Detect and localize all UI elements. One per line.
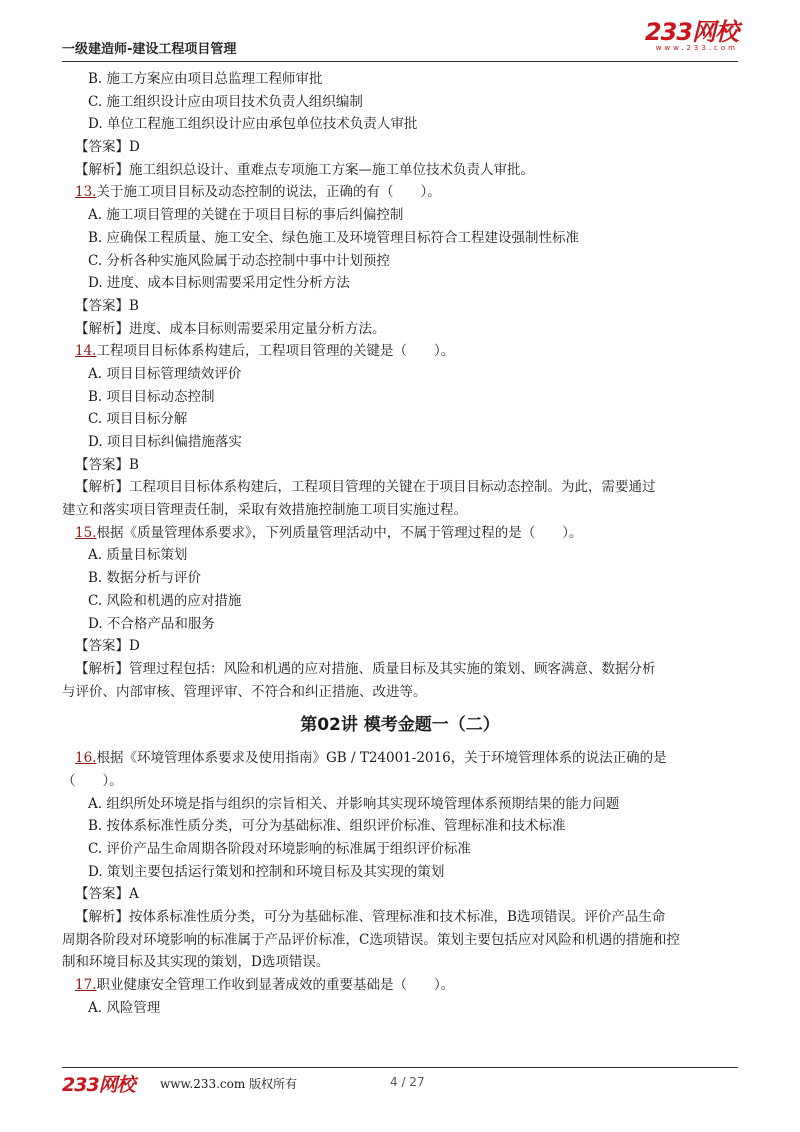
q12-option-c: C. 施工组织设计应由项目技术负责人组织编制 (88, 93, 363, 110)
q16-analysis (62, 906, 738, 929)
q16-analysis-cont-2: 制和环境目标及其实现的策划，D选项错误。 (62, 954, 330, 971)
answer-value: B (129, 297, 139, 314)
answer-value: B (129, 456, 139, 473)
answer-label: 【答案】 (75, 638, 129, 655)
q16-option-c: C. 评价产品生命周期各阶段对环境影响的标准属于组织评价标准 (88, 841, 471, 857)
q17-option-a: A. 风险管理 (88, 999, 161, 1016)
analysis-label: 【解析】 (75, 479, 129, 496)
answer-label: 【答案】 (75, 456, 129, 473)
q13-option-d: D. 进度、成本目标则需要采用定性分析方法 (88, 275, 350, 292)
q16-stem (62, 747, 738, 770)
q17-stem (62, 974, 738, 997)
brand-logo[interactable] (645, 20, 738, 52)
q16-analysis-cont-1: 周期各阶段对环境影响的标准属于产品评价标准，C选项错误。策划主要包括应对风险和机遇的措施和控 (62, 931, 680, 948)
analysis-label: 【解析】 (75, 320, 129, 337)
q14-option-d: D. 项目目标纠偏措施落实 (88, 434, 242, 450)
q14-analysis (62, 476, 738, 499)
page-header (62, 18, 738, 58)
question-number[interactable]: 13. (75, 184, 97, 201)
q16-option-a: A. 组织所处环境是指与组织的宗旨相关、并影响其实现环境管理体系预期结果的能力问题 (88, 795, 620, 812)
analysis-label: 【解析】 (75, 909, 129, 926)
answer-label: 【答案】 (75, 139, 129, 156)
q15-analysis-cont: 与评价、内部审核、管理评审、不符合和纠正措施、改进等。 (62, 683, 427, 700)
logo-text: 233网校 (644, 18, 738, 46)
q15-option-a: A. 质量目标策划 (88, 547, 188, 564)
question-stem: 根据《质量管理体系要求》，下列质量管理活动中，不属于管理过程的是（ ）。 (96, 524, 583, 541)
analysis-text: 施工组织总设计、重难点专项施工方案—施工单位技术负责人审批。 (129, 161, 534, 178)
question-stem: 根据《环境管理体系要求及使用指南》GB / T24001-2016，关于环境管理体系的说法正确的是 (96, 750, 667, 767)
analysis-text: 按体系标准性质分类，可分为基础标准、管理标准和技术标准，B选项错误。评价产品生命 (129, 909, 666, 926)
q14-option-a: A. 项目目标管理绩效评价 (88, 365, 242, 382)
page-footer (62, 1070, 738, 1094)
answer-label: 【答案】 (75, 297, 129, 314)
analysis-text: 管理过程包括：风险和机遇的应对措施、质量目标及其实施的策划、顾客满意、数据分析 (129, 660, 656, 677)
q14-option-b: B. 项目目标动态控制 (88, 388, 215, 405)
analysis-label: 【解析】 (75, 161, 129, 178)
section-heading: 第02讲 模考金题一（二） (300, 715, 500, 736)
answer-value: D (129, 638, 140, 655)
question-stem: 关于施工项目目标及动态控制的说法，正确的有（ ）。 (96, 184, 441, 201)
q14-stem (62, 340, 738, 363)
question-number[interactable]: 17. (75, 977, 97, 994)
page-number: 4 / 27 (390, 1075, 425, 1089)
q16-option-d: D. 策划主要包括运行策划和控制和环境目标及其实现的策划 (88, 863, 445, 880)
q13-option-b: B. 应确保工程质量、施工安全、绿色施工及环境管理目标符合工程建设强制性标准 (88, 229, 580, 246)
footer-copyright: www.233.com 版权所有 (160, 1077, 298, 1091)
q12-analysis (62, 159, 738, 182)
q16-answer (62, 883, 738, 906)
q13-stem (62, 181, 738, 204)
q13-answer (62, 295, 738, 318)
q14-option-c: C. 项目目标分解 (88, 411, 188, 428)
answer-value: D (129, 139, 140, 156)
question-stem: 工程项目目标体系构建后，工程项目管理的关键是（ ）。 (96, 343, 455, 360)
q12-option-b: B. 施工方案应由项目总监理工程师审批 (88, 71, 323, 87)
analysis-label: 【解析】 (75, 660, 129, 677)
q16-option-b: B. 按体系标准性质分类，可分为基础标准、组织评价标准、管理标准和技术标准 (88, 818, 566, 835)
answer-value: A (129, 886, 139, 903)
q12-answer (62, 136, 738, 159)
header-divider (62, 61, 738, 62)
footer-divider (62, 1067, 738, 1068)
logo-url: www.233.com (655, 44, 738, 52)
q15-option-d: D. 不合格产品和服务 (88, 615, 215, 632)
answer-label: 【答案】 (75, 886, 129, 903)
q16-stem-cont: （ ）。 (62, 772, 123, 789)
q13-option-a: A. 施工项目管理的关键在于项目目标的事后纠偏控制 (88, 207, 404, 224)
q15-stem (62, 522, 738, 545)
question-number[interactable]: 16. (75, 750, 97, 767)
analysis-text: 进度、成本目标则需要采用定量分析方法。 (129, 320, 386, 337)
q13-option-c: C. 分析各种实施风险属于动态控制中事中计划预控 (88, 252, 390, 269)
q13-analysis (62, 318, 738, 341)
question-stem: 职业健康安全管理工作收到显著成效的重要基础是（ ）。 (96, 977, 455, 994)
question-number[interactable]: 14. (75, 343, 97, 360)
q15-option-b: B. 数据分析与评价 (88, 570, 202, 587)
q15-analysis (62, 658, 738, 681)
q15-answer (62, 635, 738, 658)
question-number[interactable]: 15. (75, 524, 97, 541)
q14-answer (62, 454, 738, 477)
q14-analysis-cont: 建立和落实项目管理责任制，采取有效措施控制施工项目实施过程。 (62, 502, 467, 519)
document-body (62, 68, 738, 1020)
analysis-text: 工程项目目标体系构建后，工程项目管理的关键在于项目目标动态控制。为此，需要通过 (129, 479, 656, 496)
q15-option-c: C. 风险和机遇的应对措施 (88, 592, 242, 609)
footer-logo[interactable]: 233网校 (62, 1074, 135, 1096)
q12-option-d: D. 单位工程施工组织设计应由承包单位技术负责人审批 (88, 116, 418, 133)
header-title: 一级建造师-建设工程项目管理 (62, 42, 237, 57)
